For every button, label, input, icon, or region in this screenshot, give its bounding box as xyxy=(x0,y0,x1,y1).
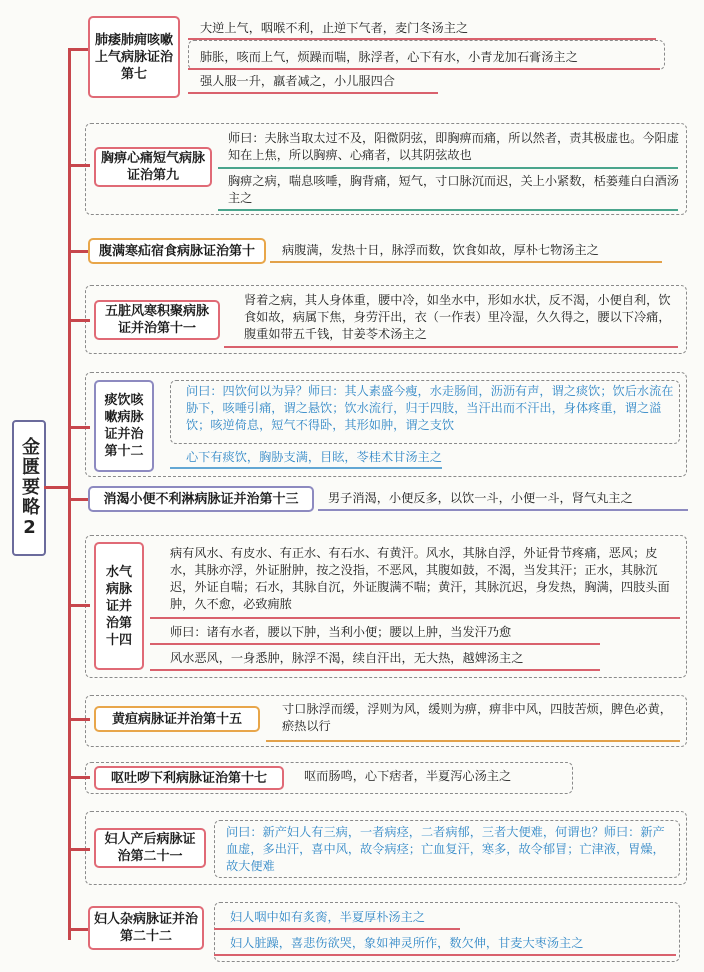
chapter-box-15: 黄疸病脉证并治第十五 xyxy=(94,706,260,732)
note-text: 病有风水、有皮水、有正水、有石水、有黄汗。风水，其脉自浮，外证骨节疼痛，恶风；皮水，其脉亦浮，外证胕肿，按之没指，不恶风，其腹如鼓，不渴，当发其汗；正水，其脉沉迟，外证自喘；石水，其脉自沉，外证腹满不喘；黄汗，其脉沉迟，身发热，胸满，四肢头面肿，久不愈，必致痈脓 xyxy=(170,546,670,611)
note-underline xyxy=(150,617,680,619)
branch-connector xyxy=(68,718,90,721)
note-text: 胸痹之病，喘息咳唾，胸背痛，短气，寸口脉沉而迟，关上小紧数，栝蒌薤白白酒汤主之 xyxy=(228,174,679,205)
note-underline xyxy=(218,167,678,169)
note-underline xyxy=(214,954,676,956)
note-underline xyxy=(188,68,660,70)
chapter-box-13: 消渴小便不利淋病脉证并治第十三 xyxy=(88,486,314,512)
note-underline xyxy=(318,509,688,511)
note-text: 大逆上气，咽喉不利，止逆下气者，麦门冬汤主之 xyxy=(200,21,469,35)
note-text: 问曰：四饮何以为异？师曰：其人素盛今瘦，水走肠间，沥沥有声，谓之痰饮；饮后水流在胁下，咳唾引痛，谓之悬饮；饮水流行，归于四肢，当汗出而不汗出，身体疼重，谓之溢饮；咳逆倚息，短气不得卧，其形如肿，谓之支饮 xyxy=(186,384,674,432)
note-text: 寸口脉浮而缓，浮则为风，缓则为痹，痹非中风，四肢苦烦，脾色必黄，瘀热以行 xyxy=(282,702,672,733)
note-underline xyxy=(214,928,460,930)
note-text: 风水恶风，一身悉肿，脉浮不渴，续自汗出，无大热，越婢汤主之 xyxy=(170,651,524,665)
chapter-box-9: 胸痹心痛短气病脉证治第九 xyxy=(94,147,212,187)
note-underline xyxy=(150,643,600,645)
note-text: 师曰：夫脉当取太过不及，阳微阴弦，即胸痹而痛，所以然者，责其极虚也。今阳虚知在上焦，所以胸痹、心痛者，以其阴弦故也 xyxy=(228,131,679,162)
branch-connector xyxy=(68,928,90,931)
chapter-box-14: 水气病脉证并治第十四 xyxy=(94,542,144,670)
branch-connector xyxy=(68,426,90,429)
chapter-box-17: 呕吐哕下利病脉证治第十七 xyxy=(94,766,284,790)
note-text: 肺胀，咳而上气，烦躁而喘，脉浮者，心下有水，小青龙加石膏汤主之 xyxy=(200,50,578,64)
chapter-box-22: 妇人杂病脉证并治第二十二 xyxy=(88,906,204,950)
chapter-box-10: 腹满寒疝宿食病脉证治第十 xyxy=(88,238,266,264)
note-text: 妇人咽中如有炙脔，半夏厚朴汤主之 xyxy=(230,910,425,924)
root-title: 金匮要略2 xyxy=(19,436,40,540)
note-text: 呕而肠鸣，心下痞者，半夏泻心汤主之 xyxy=(304,769,512,783)
note-text: 师曰：诸有水者，腰以下肿，当利小便；腰以上肿，当发汗乃愈 xyxy=(170,625,512,639)
note-text: 强人服一升，羸者减之，小儿服四合 xyxy=(200,74,395,88)
note-text: 肾着之病，其人身体重，腰中冷，如坐水中，形如水状，反不渴，小便自利，饮食如故，病属下焦，身劳汗出，衣（一作表）里冷湿，久久得之，腰以下冷痛，腹重如带五千钱，甘姜苓术汤主之 xyxy=(244,293,671,341)
note-underline xyxy=(266,740,680,742)
note-text: 心下有痰饮，胸胁支满，目眩，苓桂术甘汤主之 xyxy=(186,450,442,464)
branch-connector xyxy=(68,48,90,51)
branch-connector xyxy=(68,776,90,779)
branch-connector xyxy=(68,498,90,501)
chapter-box-21: 妇人产后病脉证治第二十一 xyxy=(94,828,206,868)
note-text: 问曰：新产妇人有三病，一者病痉，二者病郁，三者大便难，何谓也？师曰：新产血虚，多出汗，喜中风，故令病痉；亡血复汗，寒多，故令郁冒；亡津液，胃燥，故大便难 xyxy=(226,825,665,873)
chapter-box-11: 五脏风寒积聚病脉证并治第十一 xyxy=(94,300,220,340)
branch-connector xyxy=(68,164,90,167)
note-text: 男子消渴，小便反多，以饮一斗，小便一斗，肾气丸主之 xyxy=(328,491,633,505)
root-node xyxy=(12,420,46,556)
note-underline xyxy=(170,467,442,469)
note-underline xyxy=(188,92,438,94)
note-underline xyxy=(218,209,678,211)
branch-connector xyxy=(68,319,90,322)
main-branch-line xyxy=(68,48,71,940)
branch-connector xyxy=(68,604,90,607)
root-connector xyxy=(44,486,70,489)
branch-connector xyxy=(68,848,90,851)
chapter-box-12: 痰饮咳嗽病脉证并治第十二 xyxy=(94,380,154,472)
note-text: 病腹满，发热十日，脉浮而数，饮食如故，厚朴七物汤主之 xyxy=(282,243,599,257)
note-underline xyxy=(224,346,678,348)
branch-connector xyxy=(68,250,90,253)
note-underline xyxy=(188,38,656,40)
note-text: 妇人脏躁，喜悲伤欲哭，象如神灵所作，数欠伸，甘麦大枣汤主之 xyxy=(230,936,584,950)
chapter-box-7: 肺痿肺痈咳嗽上气病脉证治第七 xyxy=(88,16,180,98)
note-underline xyxy=(150,669,600,671)
note-underline xyxy=(270,261,662,263)
